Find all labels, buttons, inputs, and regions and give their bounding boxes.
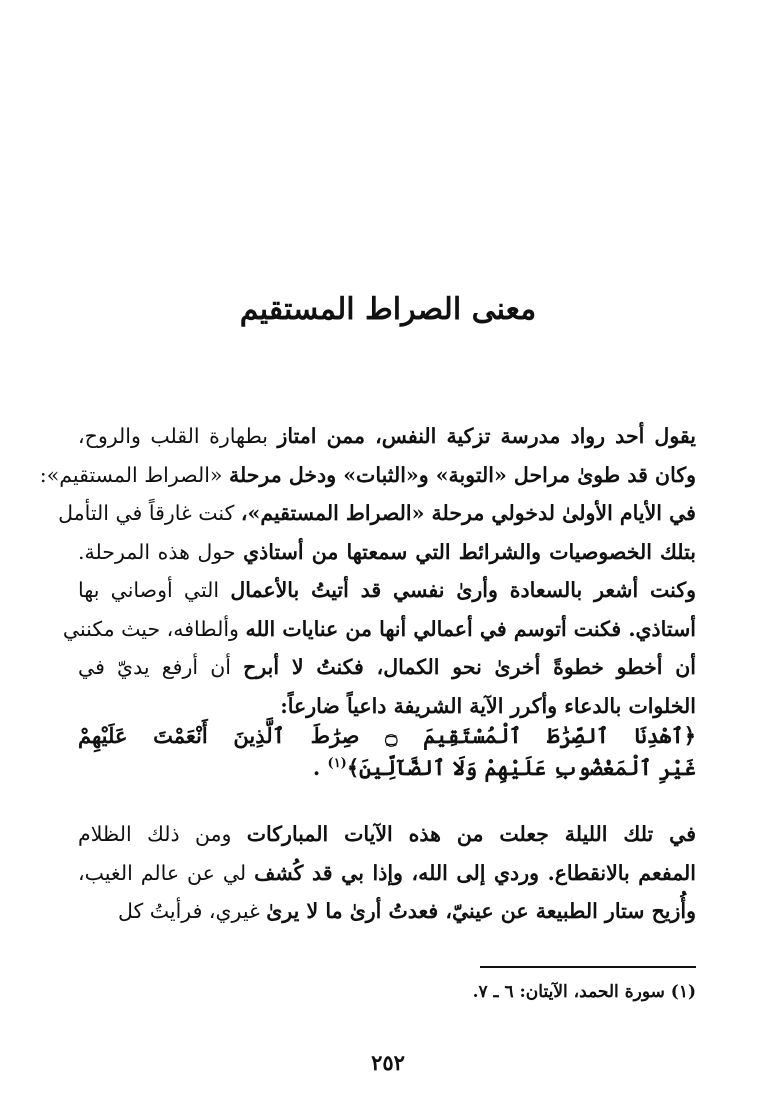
para1-line-2-segment-1: وكان قد طوىٰ مراحل «التوبة» و«الثبات» ودخل مرحلة (228, 462, 696, 487)
paragraph-2 (78, 815, 696, 931)
quran-line-2-text: غَيْرِ ٱلْمَغْضُوبِ عَلَيْهِمْ وَلَا ٱلضَّآلِّينَ﴾ (346, 755, 696, 780)
para1-line-3 (58, 494, 696, 533)
para2-line-2 (78, 854, 696, 893)
para1-line-4-segment-2: حول هذه المرحلة. (78, 539, 244, 564)
para1-line-4-segment-1: بتلك الخصوصيات والشرائط التي سمعتها من أستاذي (243, 539, 696, 564)
quran-line-1: ﴿ٱهْدِنَا ٱلصِّرَٰطَ ٱلْمُسْتَقِيمَ ۝ صِرَٰطَ ٱلَّذِينَ أَنْعَمْتَ عَلَيْهِمْ (78, 723, 697, 748)
para2-line-3-segment-2: غيري، فرأيتُ كل (117, 899, 267, 923)
para1-line-5 (78, 571, 696, 610)
para1-line-7-segment-1: أن أخطو خطوةً أخرىٰ نحو الكمال، فكنتُ لا أبرح (243, 655, 696, 679)
para1-line-1-segment-2: بطهارة القلب والروح، (78, 424, 278, 448)
paragraph-1 (39, 417, 696, 725)
para1-line-5-segment-1: وكنت أشعر بالسعادة وأرىٰ نفسي قد أتيتُ بالأعمال (230, 578, 696, 602)
para2-line-2-segment-1: المفعم بالانقطاع. وردي إلى الله، وإذا بي قد كُشف (254, 860, 696, 885)
footnote-divider (480, 966, 696, 968)
para1-line-2-segment-2: «الصراط المستقيم»: (39, 462, 229, 487)
para1-line-6 (62, 610, 696, 649)
para1-line-2 (39, 456, 696, 495)
para2-line-2-segment-2: لي عن عالم الغيب، (78, 860, 255, 885)
para1-line-4 (78, 533, 696, 572)
page-title: معنى الصراط المستقيم (239, 292, 537, 327)
para2-line-3 (78, 892, 696, 931)
para1-line-7 (78, 648, 696, 687)
para1-line-6-segment-2: وألطافه، حيث مكنني (62, 616, 246, 641)
footnote-marker: (١) (327, 756, 347, 771)
para1-line-7-segment-2: أن أرفع يديّ في (78, 655, 244, 679)
para1-line-6-segment-1: أستاذي. فكنت أتوسم في أعمالي أنها من عنايات الله (245, 616, 696, 641)
para1-line-1 (78, 417, 696, 456)
para1-line-5-segment-2: التي أوصاني بها (78, 578, 231, 602)
quran-line-2 (78, 752, 696, 784)
page-number: ٢٥٢ (371, 1050, 405, 1075)
para1-line-8-segment-1: الخلوات بالدعاء وأكرر الآية الشريفة داعياً ضارعاً: (280, 693, 696, 718)
para2-line-1-segment-1: في تلك الليلة جعلت من هذه الآيات المباركات (246, 822, 696, 846)
para2-line-1-segment-2: ومن ذلك الظلام (78, 822, 247, 846)
para1-line-1-segment-1: يقول أحد رواد مدرسة تزكية النفس، ممن امتاز (277, 424, 696, 448)
quran-verse (78, 720, 696, 784)
para1-line-3-segment-2: كنت غارقاً في التأمل (58, 501, 241, 525)
footnote: (١) سورة الحمد، الآيتان: ٦ ـ ٧. (472, 982, 696, 1002)
para2-line-3-segment-1: وأُزيح ستار الطبيعة عن عينيّ، فعدتُ أرىٰ ما لا يرىٰ (266, 899, 696, 923)
para1-line-3-segment-1: في الأيام الأولىٰ لدخولي مرحلة «الصراط المستقيم»، (240, 501, 696, 525)
para2-line-1 (78, 815, 696, 854)
quran-end: . (312, 755, 321, 780)
